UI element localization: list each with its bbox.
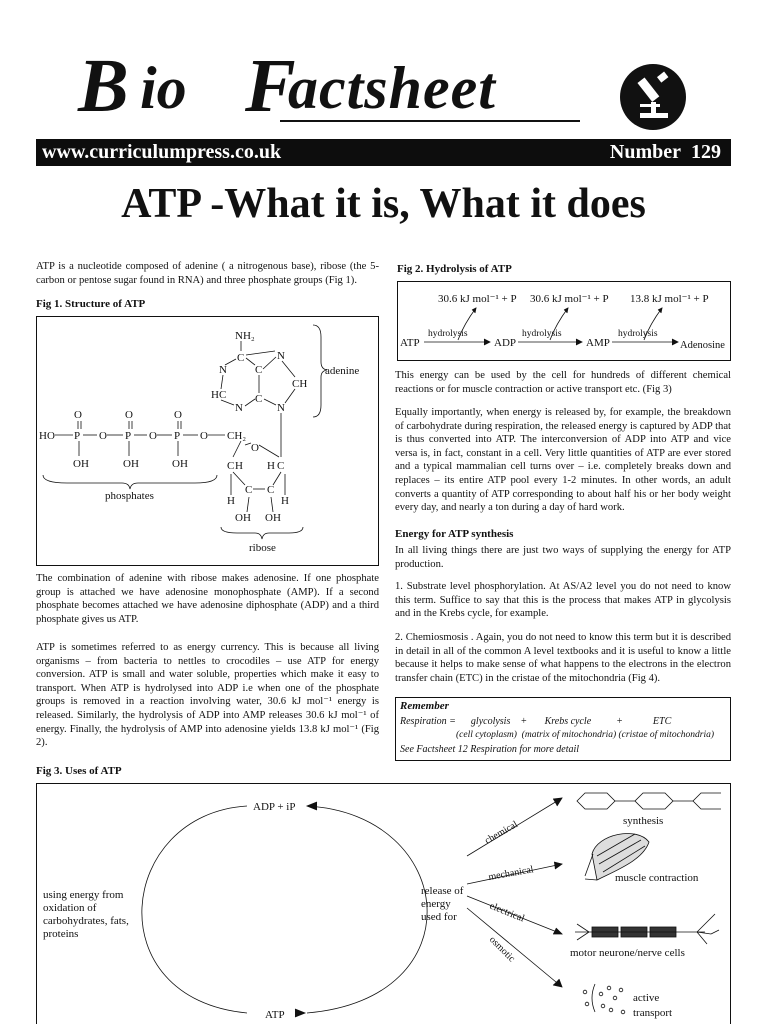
- oxygen-1: O: [74, 409, 82, 421]
- adenosine-paragraph: The combination of adenine with ribose makes adenosine. If one phosphate group is attached we have adenosine monophosphate (AMP). If a second phosphate becomes attached we have adenosine diphosphate (ADP) and a third phosphate gives us ATP.: [36, 573, 379, 625]
- atom-ch: CH: [292, 378, 308, 390]
- oh-3: OH: [172, 458, 188, 470]
- mechanical-label: mechanical: [487, 864, 535, 883]
- sugar-c2: C: [267, 484, 275, 496]
- factsheet-number: Number 129: [609, 141, 721, 163]
- atom-c2: C: [255, 364, 263, 376]
- hydrolysis-label-3: hydrolysis: [618, 329, 658, 339]
- muscle-label: muscle contraction: [615, 872, 699, 884]
- using-energy-line-3: carbohydrates, fats,: [43, 915, 129, 927]
- sugar-h3: H: [227, 495, 235, 507]
- remember-line-1: Respiration = glycolysis + Krebs cycle + ETC: [400, 716, 672, 727]
- molecule-chain-icon: [577, 793, 721, 809]
- osmotic-label: osmotic: [486, 934, 518, 965]
- sugar-h1: H: [267, 460, 275, 472]
- remember-line-2: (cell cytoplasm) (matrix of mitochondria) (cristae of mitochondria): [456, 730, 715, 740]
- phosphorus-1: P: [74, 430, 81, 442]
- transport-label: transport: [633, 1007, 673, 1019]
- two-ways-paragraph: In all living things there are just two ways of supplying the energy for ATP production.: [395, 545, 731, 570]
- fig1-caption: Fig 1. Structure of ATP: [36, 298, 146, 310]
- cycle-arc-right: [307, 806, 427, 1013]
- ch2-label: CH₂: [227, 430, 247, 442]
- fig2-hydrolysis-diagram: [397, 281, 731, 361]
- adp-label: ADP: [494, 337, 517, 349]
- using-energy-line-4: proteins: [43, 928, 79, 940]
- using-energy-line-1: using energy from: [43, 889, 124, 901]
- oxygen-2: O: [125, 409, 133, 421]
- nh2-label: NH₂: [235, 330, 255, 342]
- atp-label: ATP: [265, 1009, 285, 1021]
- phosphates-label: phosphates: [105, 490, 154, 502]
- website-link[interactable]: www.curriculumpress.co.uk: [42, 141, 282, 163]
- sugar-c1: C: [277, 460, 285, 472]
- synthesis-label: synthesis: [623, 815, 664, 827]
- microscope-icon: [620, 64, 686, 130]
- energy-label-1: 30.6 kJ mol⁻¹ + P: [438, 293, 517, 305]
- using-energy-line-2: oxidation of: [43, 902, 97, 914]
- fig1-structure-diagram: [36, 316, 379, 566]
- cycle-arc-left: [142, 806, 247, 1013]
- sugar-h2: H: [281, 495, 289, 507]
- atom-n1: N: [277, 350, 285, 362]
- energy-label-2: 30.6 kJ mol⁻¹ + P: [530, 293, 609, 305]
- ring-oxygen: O: [251, 442, 259, 454]
- nerve-cell-icon: [575, 914, 719, 944]
- chemiosmosis-paragraph: 2. Chemiosmosis . Again, you do not need to know this term but it is described in detail in all of the common A level textbooks and it is useful to know a little because it helps to make sense of what happens to the electrons in the electron transfer chain (ETC) in the cristae of the mitochondria (Fig 4).: [395, 632, 731, 684]
- hydrolysis-label-2: hydrolysis: [522, 329, 562, 339]
- release-line-3: used for: [421, 911, 457, 923]
- release-line-2: energy: [421, 898, 451, 910]
- vesicle-icon: [583, 984, 625, 1014]
- bridge-o1: O: [99, 430, 107, 442]
- masthead-f: F: [245, 44, 296, 128]
- amp-label: AMP: [586, 337, 610, 349]
- phosphorus-2: P: [125, 430, 132, 442]
- atom-c3: C: [255, 393, 263, 405]
- ho-label: HO: [39, 430, 55, 442]
- intro-paragraph: ATP is a nucleotide composed of adenine ( a nitrogenous base), ribose (the 5-carbon or pentose sugar found in RNA) and three phosphate groups (Fig 1).: [36, 261, 379, 286]
- masthead-rest: actsheet: [288, 55, 496, 121]
- motor-label: motor neurone/nerve cells: [570, 947, 685, 959]
- energy-heading: Energy for ATP synthesis: [395, 528, 514, 540]
- adp-ip-label: ADP + iP: [253, 801, 296, 813]
- atom-hc: HC: [211, 389, 227, 401]
- release-line-1: release of: [421, 885, 464, 897]
- masthead-io: io: [140, 55, 187, 121]
- atom-n2: N: [219, 364, 227, 376]
- masthead: [70, 40, 670, 130]
- remember-heading: Remember: [400, 700, 449, 712]
- fig3-uses-diagram: [36, 783, 731, 1024]
- phosphorus-3: P: [174, 430, 181, 442]
- sugar-oh2: OH: [265, 512, 281, 524]
- oh-2: OH: [123, 458, 139, 470]
- page-title: ATP -What it is, What it does: [121, 181, 646, 227]
- adenine-label: adenine: [325, 365, 360, 377]
- header-bar: [36, 139, 731, 166]
- fig3-caption: Fig 3. Uses of ATP: [36, 765, 122, 777]
- energy-label-3: 13.8 kJ mol⁻¹ + P: [630, 293, 709, 305]
- interconversion-paragraph: Equally importantly, when energy is released by, for example, the breakdown of carbohydrate during respiration, the released energy is captured by ADP that is thus converted into ATP. The interconversion of ADP into ATP and vice versa is, in fact, constant in a cell. Very little quantities of ATP are ever stored and a typical mammalian cell turns over – i.e. completely breaks down and replaces – its entire ATP pool every 1-2 minutes. In other words, an adult converts a quantity of ATP corresponding to about half his or her body weight every day, and nearly a ton during a day of hard work.: [395, 407, 731, 514]
- substrate-level-paragraph: 1. Substrate level phosphorylation. At AS/A2 level you do not need to know this term. Suffice to say that this is the process that makes ATP in glycolysis and in the Krebs cycle, for example.: [395, 581, 731, 620]
- sugar-oh1: OH: [235, 512, 251, 524]
- bridge-o2: O: [149, 430, 157, 442]
- fig2-caption: Fig 2. Hydrolysis of ATP: [397, 263, 512, 275]
- atom-c1: C: [237, 352, 245, 364]
- chemical-label: chemical: [483, 819, 520, 847]
- ribose-label: ribose: [249, 542, 276, 554]
- oxygen-3: O: [174, 409, 182, 421]
- atom-n4: N: [277, 402, 285, 414]
- active-label: active: [633, 992, 660, 1004]
- masthead-rule: [280, 120, 580, 122]
- electrical-label: electrical: [487, 900, 526, 925]
- masthead-b: B: [78, 44, 129, 128]
- atom-n3: N: [235, 402, 243, 414]
- sugar-c4: C: [227, 460, 235, 472]
- sugar-h4: H: [235, 460, 243, 472]
- energy-currency-paragraph: ATP is sometimes referred to as energy currency. This is because all living organisms – from bacteria to nettles to crocodiles – use ATP for energy conversion. ATP is small and water soluble, properties which make it easy to transport. When ATP is hydrolysed into ADP i.e when one of the phosphate groups is removed in a reaction involving water, 30.6 kJ mol⁻¹ energy is released. Similarly, the hydrolysis of ADP into AMP releases 30.6 kJ mol⁻¹ of energy. Finally, the hydrolysis of AMP into adenosine yields 13.8 kJ mol⁻¹ (Fig 2).: [36, 642, 379, 749]
- oh-1: OH: [73, 458, 89, 470]
- remember-line-3: See Factsheet 12 Respiration for more detail: [400, 744, 580, 755]
- bridge-o3: O: [200, 430, 208, 442]
- energy-use-paragraph: This energy can be used by the cell for hundreds of different chemical reactions or for muscle contraction or active transport etc. (Fig 3): [395, 370, 731, 395]
- hydrolysis-label-1: hydrolysis: [428, 329, 468, 339]
- adenosine-label: Adenosine: [680, 340, 725, 351]
- remember-box: [395, 697, 731, 761]
- atp-label: ATP: [400, 337, 420, 349]
- sugar-c3: C: [245, 484, 253, 496]
